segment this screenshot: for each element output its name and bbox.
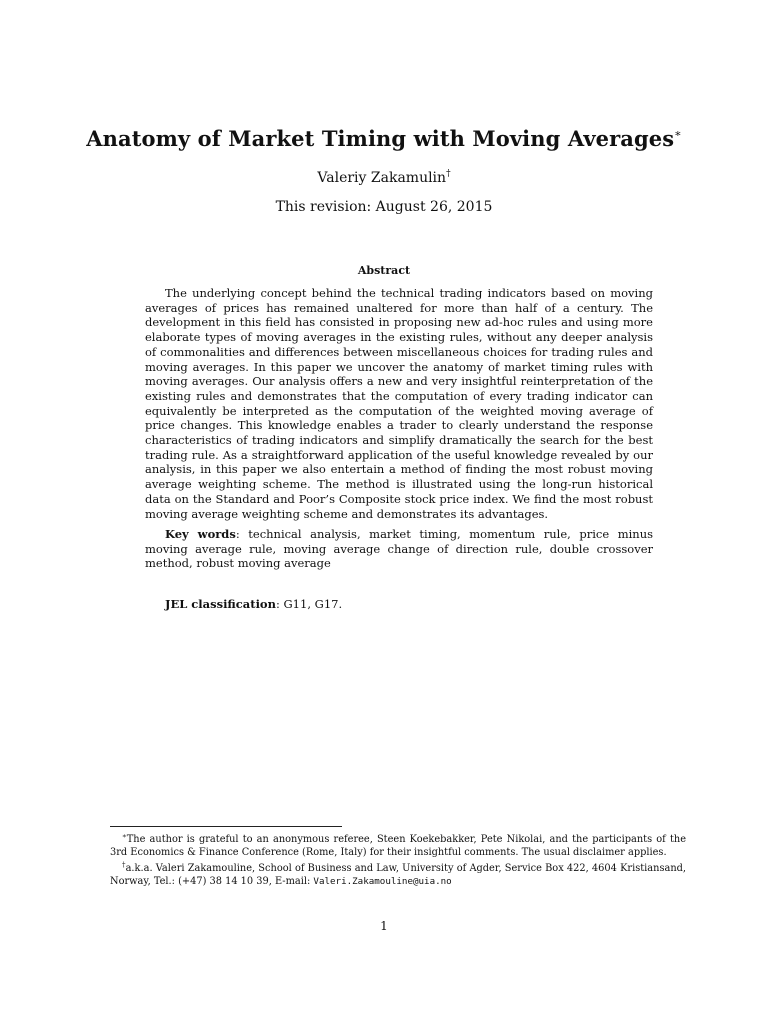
abstract-heading: Abstract: [357, 264, 411, 277]
jel-text: : G11, G17.: [275, 597, 343, 611]
jel-label: JEL classification: [165, 597, 276, 611]
footnote-2: [110, 859, 686, 888]
footnotes: [110, 830, 686, 888]
footnote-1-text: The author is grateful to an anonymous referee, Steen Koekebakker, Pete Nikolai, and the participants of the 3rd Economics & Finance Conference (Rome, Italy) for their insightful comments. The usual disclaimer applies.: [110, 834, 686, 858]
paper-title: [0, 126, 768, 151]
footnote-1: [110, 830, 686, 859]
footnote-2-text: a.k.a. Valeri Zakamouline, School of Business and Law, University of Agder, Service Box 422, 4604 Kristiansand, Norway, Tel.: (+47) 38 14 10 39, E-mail:: [110, 863, 687, 887]
page-number: 1: [380, 919, 388, 933]
author-footnote-mark: †: [446, 169, 451, 179]
keywords-paragraph: [145, 527, 653, 571]
footnote-2-email: Valeri.Zakamouline@uia.no: [313, 875, 452, 887]
footnote-rule: [110, 826, 342, 827]
author-name: Valeriy Zakamulin: [317, 170, 447, 186]
paper-title-text: Anatomy of Market Timing with Moving Averages: [86, 126, 675, 151]
revision-date: This revision: August 26, 2015: [275, 199, 493, 215]
keywords-text: : technical analysis, market timing, momentum rule, price minus moving average rule, moving average change of direction rule, double crossover method, robust moving average: [145, 527, 654, 571]
jel-classification: [145, 597, 653, 612]
footnote-2-mark: †: [122, 861, 126, 870]
abstract-body: The underlying concept behind the technical trading indicators based on moving averages of prices has remained unaltered for more than half of a century. The development in this field has consisted in proposing new ad-hoc rules and using more elaborate types of moving averages in the existing rules, without any deeper analysis of commonalities and differences between miscellaneous choices for trading rules and moving averages. In this paper we uncover the anatomy of market timing rules with moving averages. Our analysis offers a new and very insightful reinterpretation of the existing rules and demonstrates that the computation of every trading indicator can equivalently be interpreted as the computation of the weighted moving average of price changes. This knowledge enables a trader to clearly understand the response characteristics of trading indicators and simplify dramatically the search for the best trading rule. As a straightforward application of the useful knowledge revealed by our analysis, in this paper we also entertain a method of finding the most robust moving average weighting scheme. The method is illustrated using the long-run historical data on the Standard and Poor’s Composite stock price index. We find the most robust moving average weighting scheme and demonstrates its advantages.: [145, 286, 653, 521]
footnote-1-mark: ∗: [122, 832, 127, 840]
keywords-label: Key words: [165, 527, 236, 541]
title-footnote-mark: ∗: [674, 127, 682, 140]
author-line: [0, 169, 768, 186]
